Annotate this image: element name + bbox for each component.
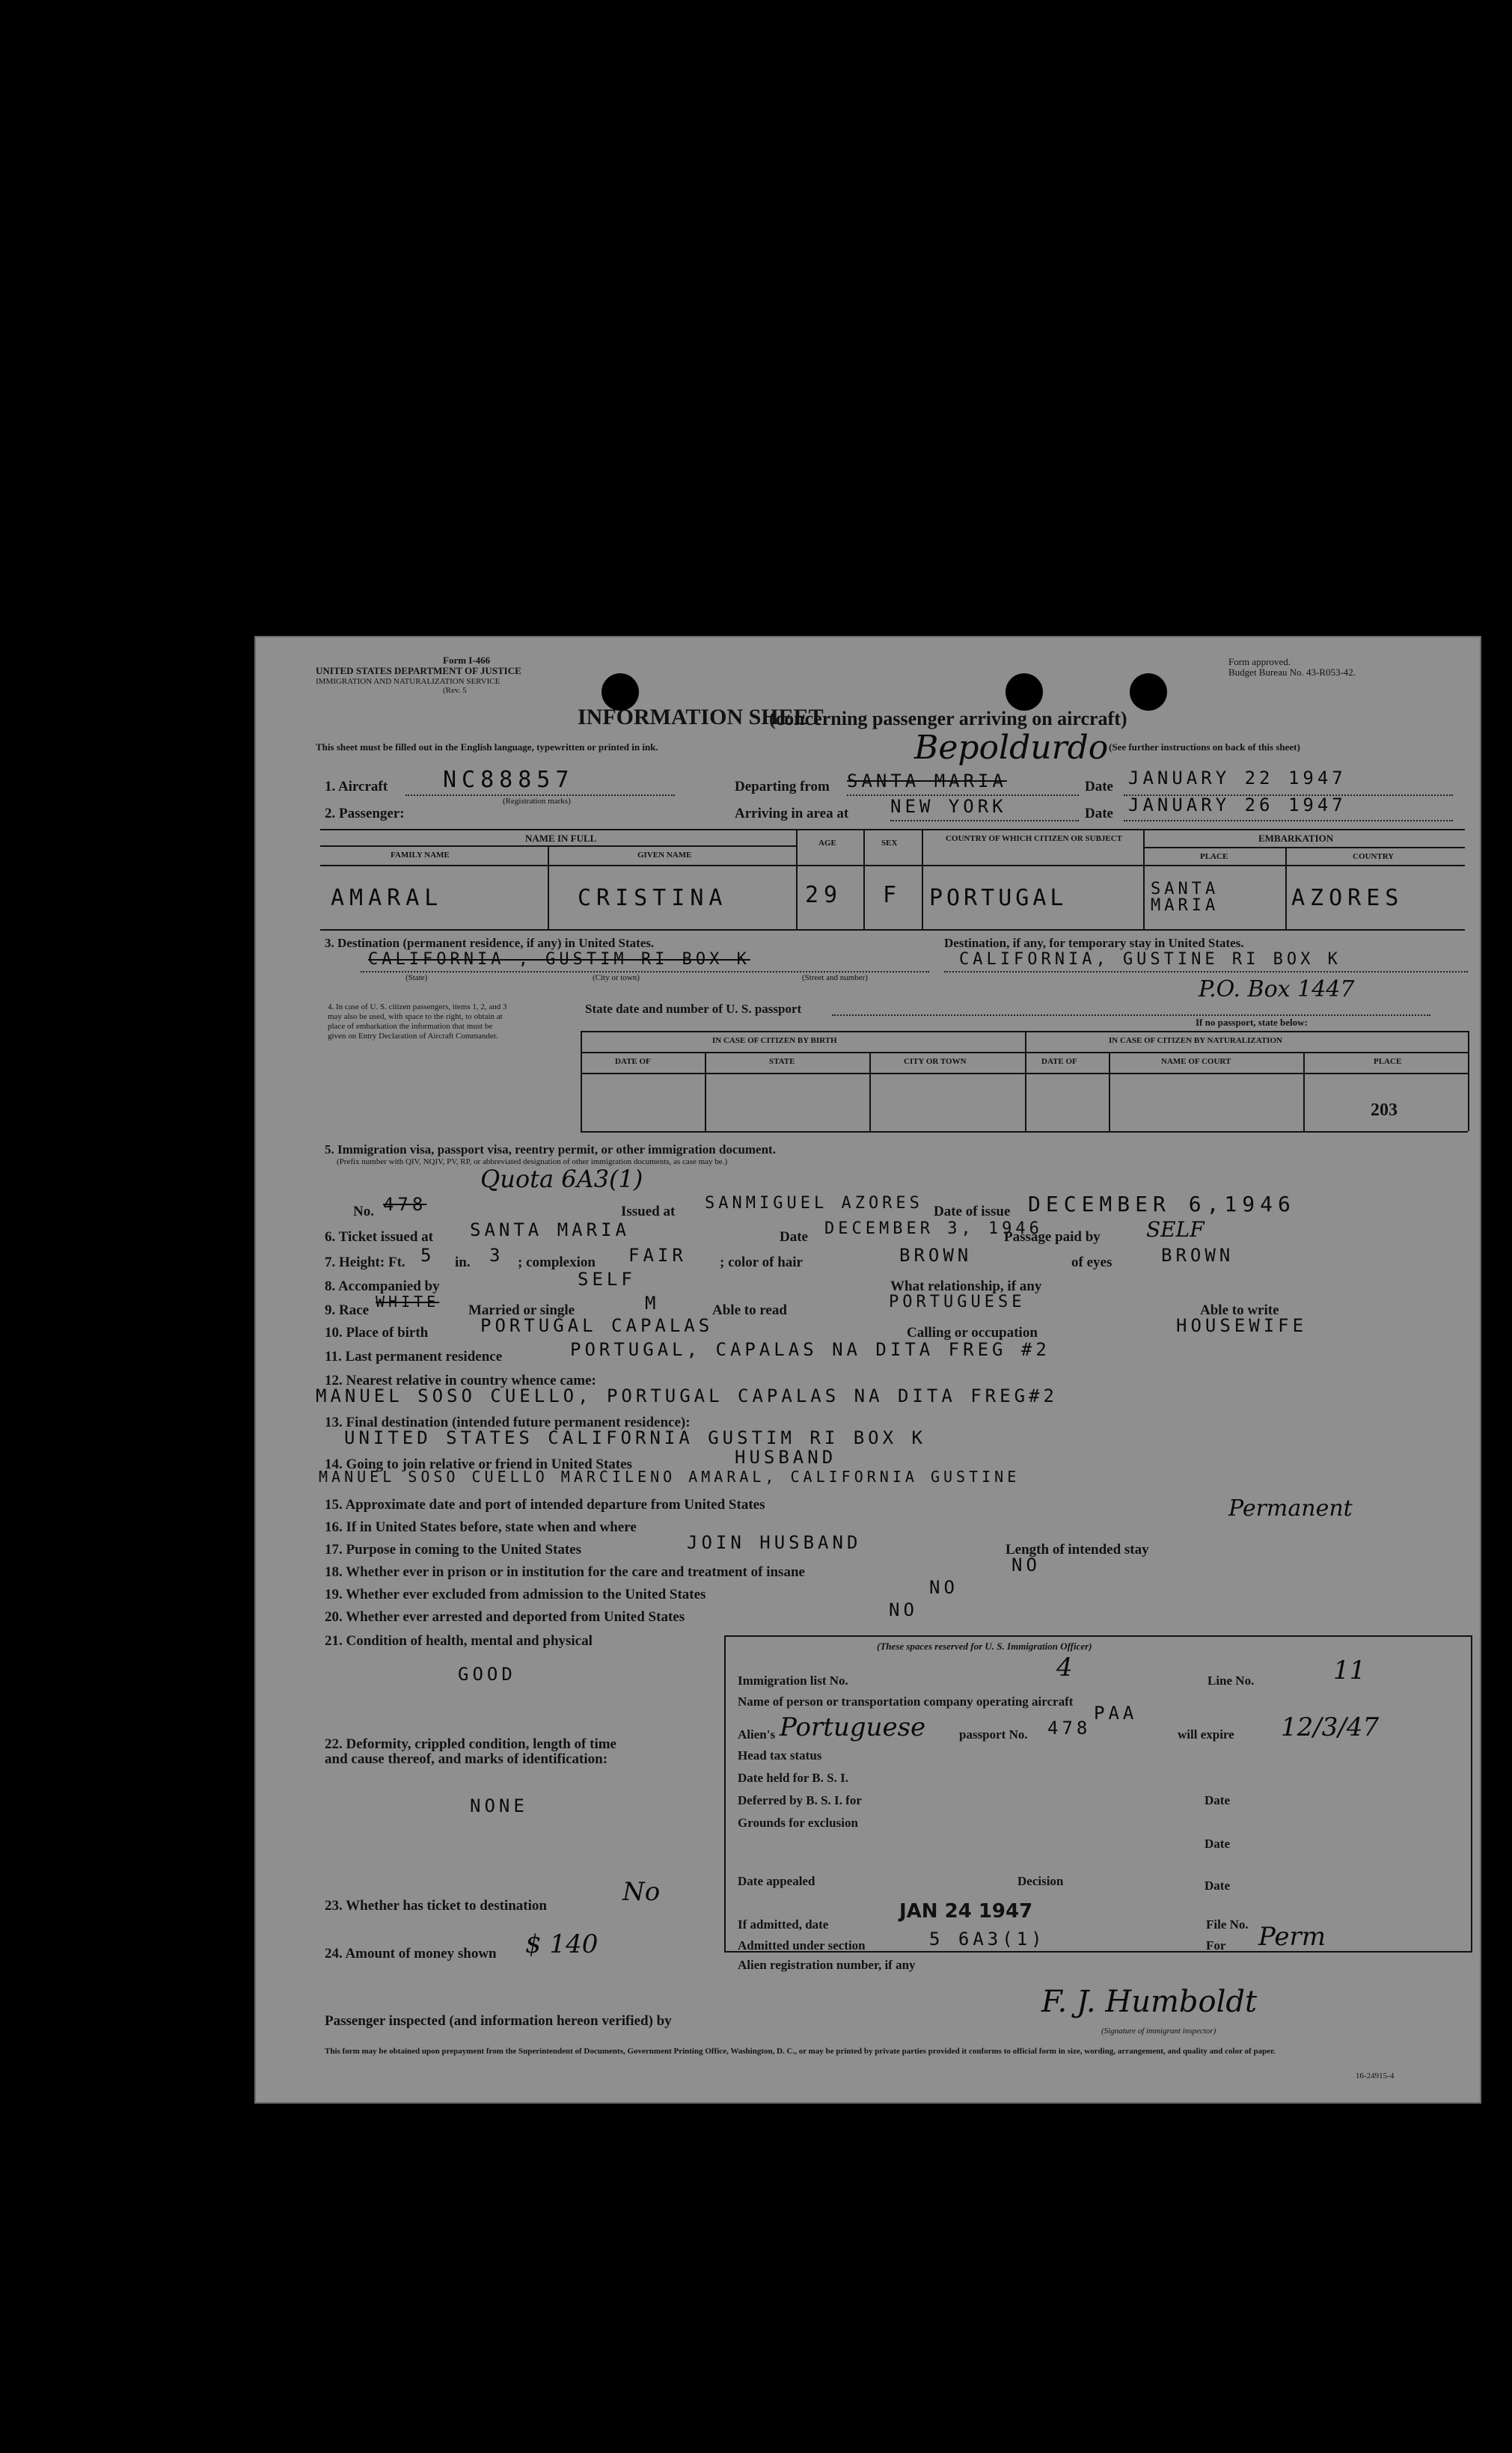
alien-label: Alien's (738, 1727, 776, 1742)
passport-no-label: passport No. (959, 1727, 1028, 1742)
complexion-label: ; complexion (518, 1255, 596, 1270)
appealed-label: Date appealed (738, 1874, 815, 1888)
eye-color-value: BROWN (1161, 1245, 1234, 1266)
item-12-label: 12. Nearest relative in country whence came: (325, 1373, 596, 1388)
item-8-label: 8. Accompanied by (325, 1278, 440, 1294)
item-13-label: 13. Final destination (intended future permanent residence): (325, 1415, 691, 1430)
officer-box-title: (These spaces reserved for U. S. Immigration Officer) (877, 1641, 1092, 1652)
revision: (Rev. 5 (443, 686, 467, 695)
nearest-relative-value: MANUEL SOSO CUELLO, PORTUGAL CAPALAS NA DITA FREG#2 (316, 1385, 1058, 1406)
departing-date: JANUARY 22 1947 (1128, 768, 1347, 788)
punch-hole (1130, 673, 1167, 711)
instruction: This sheet must be filled out in the English language, typewritten or printed in ink. (316, 741, 658, 753)
ticket-date-value: DECEMBER 3, 1946 (824, 1219, 1043, 1238)
destination-value: CALIFORNIA , GUSTIM RI BOX K (368, 950, 750, 969)
item-7-label: 7. Height: Ft. (325, 1255, 405, 1270)
embark-country-value: AZORES (1291, 885, 1404, 911)
height-in-value: 3 (489, 1245, 504, 1266)
for-label: For (1206, 1938, 1226, 1953)
grounds-date-label: Date (1205, 1837, 1230, 1851)
excluded-value: NO (929, 1577, 958, 1598)
aircraft-value: NC88857 (443, 767, 575, 793)
item-20-label: 20. Whether ever arrested and deported from United States (325, 1609, 685, 1625)
form-approved: Form approved. (1228, 656, 1291, 667)
family-name-value: AMARAL (331, 885, 444, 911)
registration-label: Alien registration number, if any (738, 1958, 916, 1972)
item-9-label: 9. Race (325, 1302, 370, 1318)
aircraft-label: 1. Aircraft (325, 779, 388, 794)
item-11-label: 11. Last permanent residence (325, 1349, 503, 1365)
head-tax-label: Head tax status (738, 1748, 822, 1763)
instruction-right: (See further instructions on back of this sheet) (1109, 741, 1300, 753)
inspected-label: Passenger inspected (and information hereon verified) by (325, 2013, 672, 2029)
embark-place-value: SANTA MARIA (1151, 880, 1219, 915)
grounds-label: Grounds for exclusion (738, 1816, 858, 1830)
arriving-date-label: Date (1085, 806, 1113, 821)
height-in-label: in. (455, 1255, 471, 1270)
nat-place-col: PLACE (1374, 1057, 1402, 1066)
for-value: Perm (1258, 1922, 1326, 1952)
page-title: INFORMATION SHEET (578, 705, 824, 729)
punch-hole (1006, 673, 1043, 711)
margin-mark: 203 (1371, 1100, 1398, 1120)
last-residence-value: PORTUGAL, CAPALAS NA DITA FREG #2 (570, 1339, 1050, 1360)
expire-label: will expire (1178, 1727, 1234, 1742)
item-14-label: 14. Going to join relative or friend in United States (325, 1457, 632, 1472)
sex-header: SEX (881, 839, 898, 848)
city-caption: (City or town) (593, 973, 640, 982)
issued-at-value: SANMIGUEL AZORES (705, 1194, 923, 1213)
health-value: GOOD (458, 1664, 516, 1685)
decision-label: Decision (1017, 1874, 1064, 1888)
married-label: Married or single (468, 1302, 575, 1318)
street-caption: (Street and number) (802, 973, 868, 982)
stay-handwritten: Permanent (1228, 1495, 1353, 1522)
sex-value: F (883, 882, 902, 908)
item-10-label: 10. Place of birth (325, 1325, 429, 1341)
temp-destination-value: CALIFORNIA, GUSTINE RI BOX K (959, 950, 1341, 969)
signature-caption: (Signature of immigrant inspector) (1101, 2027, 1216, 2036)
immigration-list-label: Immigration list No. (738, 1673, 848, 1688)
arriving-label: Arriving in area at (735, 806, 849, 821)
height-ft-value: 5 (420, 1245, 435, 1266)
budget-bureau: Budget Bureau No. 43-R053-42. (1228, 667, 1356, 678)
deferred-date-label: Date (1205, 1793, 1230, 1807)
admitted-date-label: If admitted, date (738, 1917, 829, 1932)
item-15-label: 15. Approximate date and port of intended departure from United States (325, 1497, 765, 1513)
doc-no-label: No. (353, 1204, 374, 1219)
inspector-signature: F. J. Humboldt (1041, 1985, 1258, 2019)
birth-date-col: DATE OF (615, 1057, 651, 1066)
country-embark-header: COUNTRY (1353, 852, 1395, 861)
ticket-date-label: Date (780, 1229, 808, 1245)
registration-caption: (Registration marks) (503, 797, 571, 806)
married-value: M (645, 1293, 660, 1314)
company-value: PAA (1094, 1703, 1138, 1724)
doc-no-value: 478 (383, 1194, 427, 1215)
quota-handwritten: Quota 6A3(1) (480, 1165, 643, 1193)
join-person-value: MANUEL SOSO CUELLO MARCILENO AMARAL, CALIFORNIA GUSTINE (319, 1468, 1020, 1486)
admission-stamp: JAN 24 1947 (899, 1900, 1033, 1923)
item-5-caption: (Prefix number with QIV, NQIV, PV, RP, or abbreviated designation of other immigration documents, as case may be.) (337, 1157, 728, 1166)
information-sheet (254, 636, 1481, 2104)
state-caption: (State) (405, 973, 428, 982)
ticket-dest-value: No (622, 1877, 661, 1907)
item-22-label: 22. Deformity, crippled condition, length of time and cause thereof, and marks of identification: (325, 1736, 616, 1767)
date-of-issue-label: Date of issue (934, 1204, 1011, 1219)
item-17-label: 17. Purpose in coming to the United States (325, 1542, 582, 1558)
departing-label: Departing from (735, 779, 830, 794)
birth-city-col: CITY OR TOWN (904, 1057, 967, 1066)
read-value: PORTUGUESE (889, 1293, 1026, 1311)
birth-state-col: STATE (769, 1057, 795, 1066)
name-in-full-header: NAME IN FULL (525, 833, 597, 844)
department: UNITED STATES DEPARTMENT OF JUSTICE (316, 665, 521, 676)
passage-paid-value: SELF (1146, 1217, 1205, 1242)
deformity-value: NONE (470, 1795, 528, 1816)
decision-date-label: Date (1205, 1878, 1230, 1893)
stay-label: Length of intended stay (1006, 1542, 1149, 1558)
passport-no-value: 478 (1047, 1718, 1092, 1739)
no-passport-label: If no passport, state below: (1196, 1017, 1308, 1028)
relationship-label: What relationship, if any (890, 1278, 1042, 1294)
nat-date-col: DATE OF (1041, 1057, 1077, 1066)
given-name-header: GIVEN NAME (637, 851, 692, 860)
temp-destination-label: Destination, if any, for temporary stay in United States. (944, 936, 1244, 950)
complexion-value: FAIR (628, 1245, 687, 1266)
country-header: COUNTRY OF WHICH CITIZEN OR SUBJECT (945, 834, 1123, 843)
eye-color-label: of eyes (1071, 1255, 1112, 1270)
date-held-label: Date held for B. S. I. (738, 1771, 848, 1785)
section-value: 5 6A3(1) (929, 1929, 1046, 1950)
age-value: 29 (805, 882, 843, 908)
age-header: AGE (818, 839, 836, 848)
handwritten-scrawl: Bepoldurdo (914, 729, 1109, 767)
line-no-value: 11 (1333, 1656, 1366, 1685)
immigration-list-value: 4 (1056, 1653, 1073, 1682)
service-name: IMMIGRATION AND NATURALIZATION SERVICE (316, 677, 501, 686)
item-19-label: 19. Whether ever excluded from admission to the United States (325, 1587, 706, 1602)
passport-label: State date and number of U. S. passport (585, 1002, 802, 1016)
write-label: Able to write (1200, 1302, 1279, 1318)
citizen-note: 4. In case of U. S. citizen passengers, items 1, 2, and 3 may also be used, with space to the right, to obtain at place of embarkation the information that must be given on Entry Declaration of Aircraft Commander. (328, 1002, 507, 1041)
date-of-issue-value: DECEMBER 6,1946 (1028, 1192, 1296, 1216)
hair-color-value: BROWN (899, 1245, 973, 1266)
occupation-value: HOUSEWIFE (1176, 1315, 1308, 1336)
join-relation-value: HUSBAND (735, 1447, 837, 1468)
po-box-handwritten: P.O. Box 1447 (1199, 976, 1355, 1002)
issued-at-label: Issued at (621, 1204, 676, 1219)
purpose-value: JOIN HUSBAND (687, 1532, 862, 1553)
ticket-issued-value: SANTA MARIA (470, 1219, 630, 1240)
occupation-label: Calling or occupation (907, 1325, 1038, 1341)
item-24-label: 24. Amount of money shown (325, 1946, 497, 1962)
item-6-label: 6. Ticket issued at (325, 1229, 433, 1245)
embarkation-header: EMBARKATION (1258, 833, 1334, 844)
naturalization-header: IN CASE OF CITIZEN BY NATURALIZATION (1109, 1036, 1282, 1045)
line-no-label: Line No. (1208, 1673, 1255, 1688)
page-subtitle: (concerning passenger arriving on aircraft) (769, 708, 1127, 729)
item-18-label: 18. Whether ever in prison or in institution for the care and treatment of insane (325, 1564, 805, 1580)
birthplace-value: PORTUGAL CAPALAS (480, 1315, 714, 1336)
file-no-label: File No. (1206, 1917, 1249, 1932)
arriving-value: NEW YORK (890, 796, 1007, 817)
item-23-label: 23. Whether has ticket to destination (325, 1898, 547, 1914)
item-5-label: 5. Immigration visa, passport visa, reentry permit, or other immigration document. (325, 1142, 776, 1157)
family-name-header: FAMILY NAME (391, 851, 450, 860)
prison-value: NO (1011, 1555, 1041, 1575)
footer-note: This form may be obtained upon prepayment from the Superintendent of Documents, Government Printing Office, Washington, D. C., or may be printed by private parties provided it conforms to official form in size, wording, arrangement, and quality and color of paper. (325, 2047, 1276, 2056)
departing-value: SANTA MARIA (847, 771, 1007, 791)
item-21-label: 21. Condition of health, mental and physical (325, 1633, 593, 1649)
birth-header: IN CASE OF CITIZEN BY BIRTH (712, 1036, 837, 1045)
given-name-value: CRISTINA (578, 885, 728, 911)
section-label: Admitted under section (738, 1938, 866, 1953)
form-code: 16-24915-4 (1356, 2071, 1395, 2080)
citizenship-value: PORTUGAL (929, 885, 1068, 911)
final-destination-value: UNITED STATES CALIFORNIA GUSTIM RI BOX K (344, 1427, 926, 1448)
item-16-label: 16. If in United States before, state when and where (325, 1519, 637, 1535)
passenger-label: 2. Passenger: (325, 806, 405, 821)
money-value: $ 140 (525, 1929, 599, 1959)
form-number: Form I-466 (443, 655, 491, 666)
destination-label: 3. Destination (permanent residence, if any) in United States. (325, 936, 655, 950)
deported-value: NO (889, 1599, 918, 1620)
deferred-label: Deferred by B. S. I. for (738, 1793, 862, 1807)
race-value: WHITE (376, 1293, 440, 1311)
read-label: Able to read (712, 1302, 787, 1318)
departing-date-label: Date (1085, 779, 1113, 794)
company-label: Name of person or transportation company operating aircraft (738, 1694, 1074, 1709)
passage-paid-label: Passage paid by (1004, 1229, 1101, 1245)
hair-color-label: ; color of hair (720, 1255, 803, 1270)
nat-court-col: NAME OF COURT (1161, 1057, 1231, 1066)
alien-nationality-value: Portuguese (780, 1712, 926, 1742)
place-header: PLACE (1200, 852, 1228, 861)
arriving-date: JANUARY 26 1947 (1128, 794, 1347, 815)
accompanied-value: SELF (578, 1269, 636, 1290)
expire-value: 12/3/47 (1281, 1712, 1380, 1742)
